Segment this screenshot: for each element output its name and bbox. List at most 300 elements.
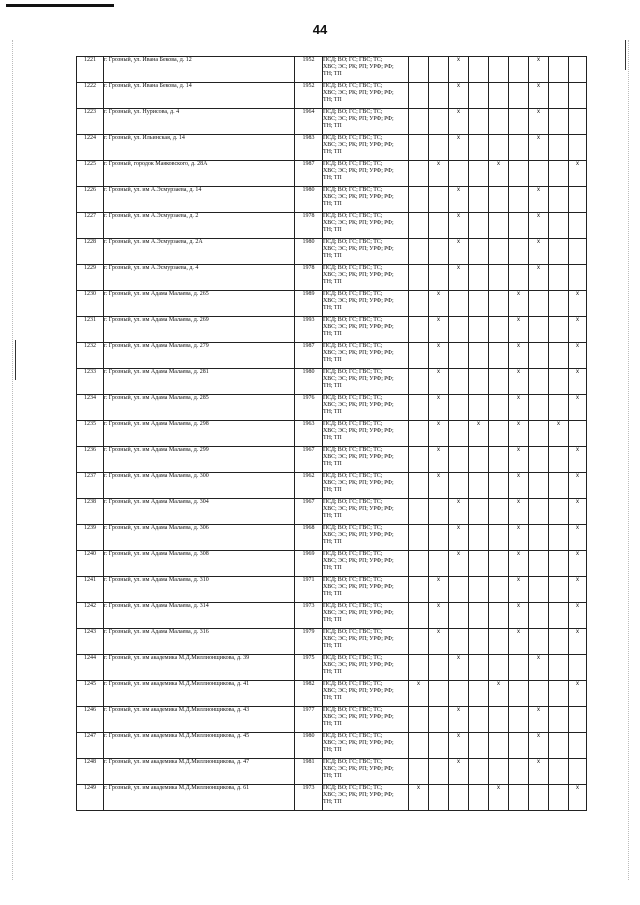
row-address: г. Грозный, ул. им академика М.Д.Миллионщикова, д. 41 xyxy=(104,681,295,707)
mark-cell xyxy=(469,681,489,707)
element-line: ПСД; ВО; ГС; ГВС; ТС; xyxy=(323,681,383,687)
row-year: 1952 xyxy=(295,83,323,109)
element-line: ТН; ТП xyxy=(323,487,342,493)
mark-cell xyxy=(489,473,509,499)
mark-cell xyxy=(469,733,489,759)
element-line: ТН; ТП xyxy=(323,669,342,675)
element-line: ПСД; ВО; ГС; ГВС; ТС; xyxy=(323,109,383,115)
element-line: ТН; ТП xyxy=(323,201,342,207)
row-address: г. Грозный, ул. им академика М.Д.Миллионщикова, д. 61 xyxy=(104,785,295,811)
row-year: 1978 xyxy=(295,265,323,291)
mark-cell xyxy=(489,83,509,109)
mark-cell xyxy=(549,57,569,83)
row-year: 1979 xyxy=(295,629,323,655)
mark-cell xyxy=(529,603,549,629)
row-number: 1229 xyxy=(77,265,104,291)
mark-cell xyxy=(409,421,429,447)
mark-cell xyxy=(489,395,509,421)
row-elements xyxy=(323,629,409,655)
element-line: ТН; ТП xyxy=(323,539,342,545)
element-line: ПСД; ВО; ГС; ГВС; ТС; xyxy=(323,161,383,167)
mark-cell xyxy=(489,343,509,369)
mark-cell xyxy=(569,135,587,161)
mark-cell xyxy=(529,681,549,707)
mark-cell xyxy=(429,525,449,551)
mark-cell: x xyxy=(509,447,529,473)
row-elements xyxy=(323,603,409,629)
row-number: 1227 xyxy=(77,213,104,239)
mark-cell xyxy=(529,473,549,499)
element-line: ПСД; ВО; ГС; ГВС; ТС; xyxy=(323,317,383,323)
row-year: 1952 xyxy=(295,57,323,83)
mark-cell: x xyxy=(449,499,469,525)
element-line: ХВС; ЭС; РК; РП; УРФ; РФ; xyxy=(323,220,394,226)
mark-cell: x xyxy=(489,161,509,187)
mark-cell xyxy=(489,109,509,135)
row-elements xyxy=(323,499,409,525)
row-address: г. Грозный, ул. им Адама Малаева, д. 285 xyxy=(104,395,295,421)
mark-cell xyxy=(469,135,489,161)
table-row xyxy=(77,265,587,291)
element-line: ХВС; ЭС; РК; РП; УРФ; РФ; xyxy=(323,324,394,330)
mark-cell xyxy=(409,57,429,83)
mark-cell: x xyxy=(449,135,469,161)
mark-cell xyxy=(409,161,429,187)
table-row xyxy=(77,317,587,343)
mark-cell xyxy=(409,369,429,395)
row-year: 1981 xyxy=(295,759,323,785)
element-line: ТН; ТП xyxy=(323,747,342,753)
mark-cell xyxy=(449,291,469,317)
row-number: 1234 xyxy=(77,395,104,421)
row-year: 1967 xyxy=(295,499,323,525)
table-row xyxy=(77,759,587,785)
element-line: ТН; ТП xyxy=(323,721,342,727)
mark-cell xyxy=(409,291,429,317)
mark-cell xyxy=(509,83,529,109)
mark-cell xyxy=(569,239,587,265)
mark-cell: x xyxy=(529,187,549,213)
table-row xyxy=(77,57,587,83)
scan-mark xyxy=(625,40,626,70)
mark-cell xyxy=(469,759,489,785)
mark-cell xyxy=(529,395,549,421)
table-row xyxy=(77,577,587,603)
row-number: 1238 xyxy=(77,499,104,525)
mark-cell: x xyxy=(529,655,549,681)
element-line: ХВС; ЭС; РК; РП; УРФ; РФ; xyxy=(323,168,394,174)
row-year: 1980 xyxy=(295,187,323,213)
mark-cell xyxy=(449,681,469,707)
header-rule xyxy=(6,4,114,7)
mark-cell xyxy=(509,57,529,83)
row-elements xyxy=(323,655,409,681)
row-elements xyxy=(323,525,409,551)
mark-cell xyxy=(549,369,569,395)
mark-cell xyxy=(409,213,429,239)
element-line: ХВС; ЭС; РК; РП; УРФ; РФ; xyxy=(323,532,394,538)
mark-cell: x xyxy=(529,707,549,733)
row-address: г. Грозный, ул. им Адама Малаева, д. 304 xyxy=(104,499,295,525)
mark-cell xyxy=(549,109,569,135)
mark-cell xyxy=(469,291,489,317)
mark-cell: x xyxy=(449,551,469,577)
mark-cell: x xyxy=(429,291,449,317)
mark-cell: x xyxy=(529,265,549,291)
housing-register-table xyxy=(76,56,587,811)
mark-cell xyxy=(529,525,549,551)
mark-cell: x xyxy=(549,421,569,447)
row-year: 1987 xyxy=(295,161,323,187)
mark-cell xyxy=(429,135,449,161)
row-address: г. Грозный, ул. им Адама Малаева, д. 265 xyxy=(104,291,295,317)
mark-cell: x xyxy=(449,109,469,135)
table-row xyxy=(77,681,587,707)
element-line: ТН; ТП xyxy=(323,461,342,467)
element-line: ХВС; ЭС; РК; РП; УРФ; РФ; xyxy=(323,350,394,356)
element-line: ХВС; ЭС; РК; РП; УРФ; РФ; xyxy=(323,584,394,590)
mark-cell: x xyxy=(569,577,587,603)
row-address: г. Грозный, ул. им академика М.Д.Миллионщикова, д. 43 xyxy=(104,707,295,733)
row-year: 1969 xyxy=(295,551,323,577)
mark-cell xyxy=(489,577,509,603)
mark-cell xyxy=(549,187,569,213)
row-year: 1968 xyxy=(295,525,323,551)
element-line: ХВС; ЭС; РК; РП; УРФ; РФ; xyxy=(323,376,394,382)
element-line: ТН; ТП xyxy=(323,149,342,155)
mark-cell xyxy=(429,213,449,239)
row-number: 1247 xyxy=(77,733,104,759)
mark-cell xyxy=(509,265,529,291)
mark-cell xyxy=(569,213,587,239)
mark-cell xyxy=(469,447,489,473)
scan-edge-right xyxy=(628,40,630,880)
table-row xyxy=(77,187,587,213)
mark-cell xyxy=(429,57,449,83)
row-elements xyxy=(323,577,409,603)
mark-cell xyxy=(409,603,429,629)
row-elements xyxy=(323,369,409,395)
mark-cell xyxy=(549,343,569,369)
mark-cell xyxy=(489,291,509,317)
mark-cell xyxy=(549,525,569,551)
mark-cell xyxy=(449,629,469,655)
mark-cell xyxy=(449,317,469,343)
table-row xyxy=(77,499,587,525)
mark-cell xyxy=(409,343,429,369)
row-elements xyxy=(323,239,409,265)
table-row xyxy=(77,161,587,187)
row-elements xyxy=(323,135,409,161)
mark-cell xyxy=(409,265,429,291)
element-line: ПСД; ВО; ГС; ГВС; ТС; xyxy=(323,785,383,791)
mark-cell: x xyxy=(569,395,587,421)
element-line: ТН; ТП xyxy=(323,97,342,103)
element-line: ПСД; ВО; ГС; ГВС; ТС; xyxy=(323,525,383,531)
mark-cell xyxy=(469,239,489,265)
mark-cell xyxy=(429,499,449,525)
mark-cell xyxy=(549,473,569,499)
mark-cell xyxy=(429,551,449,577)
row-year: 1980 xyxy=(295,733,323,759)
table-row xyxy=(77,473,587,499)
mark-cell xyxy=(489,551,509,577)
row-address: г. Грозный, ул. им академика М.Д.Миллионщикова, д. 39 xyxy=(104,655,295,681)
row-year: 1978 xyxy=(295,213,323,239)
element-line: ХВС; ЭС; РК; РП; УРФ; РФ; xyxy=(323,480,394,486)
mark-cell xyxy=(429,83,449,109)
element-line: ПСД; ВО; ГС; ГВС; ТС; xyxy=(323,421,383,427)
mark-cell: x xyxy=(569,603,587,629)
mark-cell: x xyxy=(429,369,449,395)
table-row xyxy=(77,421,587,447)
row-number: 1236 xyxy=(77,447,104,473)
element-line: ТН; ТП xyxy=(323,279,342,285)
row-year: 1977 xyxy=(295,707,323,733)
mark-cell xyxy=(489,187,509,213)
mark-cell xyxy=(489,629,509,655)
element-line: ТН; ТП xyxy=(323,305,342,311)
mark-cell xyxy=(549,551,569,577)
row-address: г. Грозный, ул. им Адама Малаева, д. 310 xyxy=(104,577,295,603)
row-elements xyxy=(323,447,409,473)
mark-cell: x xyxy=(429,629,449,655)
mark-cell: x xyxy=(569,343,587,369)
mark-cell xyxy=(509,187,529,213)
mark-cell xyxy=(469,785,489,811)
row-number: 1221 xyxy=(77,57,104,83)
row-elements xyxy=(323,161,409,187)
element-line: ПСД; ВО; ГС; ГВС; ТС; xyxy=(323,629,383,635)
element-line: ПСД; ВО; ГС; ГВС; ТС; xyxy=(323,655,383,661)
row-elements xyxy=(323,733,409,759)
mark-cell: x xyxy=(429,395,449,421)
row-year: 1962 xyxy=(295,473,323,499)
row-address: г. Грозный, ул. им Адама Малаева, д. 314 xyxy=(104,603,295,629)
mark-cell: x xyxy=(429,577,449,603)
mark-cell xyxy=(509,759,529,785)
element-line: ПСД; ВО; ГС; ГВС; ТС; xyxy=(323,343,383,349)
row-address: г. Грозный, ул. Ивана Бекова, д. 12 xyxy=(104,57,295,83)
table-row xyxy=(77,603,587,629)
mark-cell: x xyxy=(449,265,469,291)
mark-cell xyxy=(529,291,549,317)
mark-cell xyxy=(409,239,429,265)
mark-cell xyxy=(569,707,587,733)
mark-cell xyxy=(509,109,529,135)
table-row xyxy=(77,395,587,421)
mark-cell xyxy=(469,369,489,395)
mark-cell xyxy=(489,57,509,83)
mark-cell: x xyxy=(449,759,469,785)
mark-cell xyxy=(429,265,449,291)
mark-cell xyxy=(509,707,529,733)
row-address: г. Грозный, ул. им А.Эсмурзаева, д. 14 xyxy=(104,187,295,213)
element-line: ПСД; ВО; ГС; ГВС; ТС; xyxy=(323,135,383,141)
mark-cell: x xyxy=(529,239,549,265)
mark-cell xyxy=(569,83,587,109)
mark-cell xyxy=(489,499,509,525)
element-line: ТН; ТП xyxy=(323,773,342,779)
row-elements xyxy=(323,681,409,707)
element-line: ХВС; ЭС; РК; РП; УРФ; РФ; xyxy=(323,662,394,668)
row-number: 1239 xyxy=(77,525,104,551)
row-number: 1240 xyxy=(77,551,104,577)
element-line: ТН; ТП xyxy=(323,253,342,259)
mark-cell xyxy=(409,447,429,473)
mark-cell: x xyxy=(449,83,469,109)
row-address: г. Грозный, ул. им Адама Малаева, д. 281 xyxy=(104,369,295,395)
row-address: г. Грозный, ул. им Адама Малаева, д. 308 xyxy=(104,551,295,577)
mark-cell xyxy=(409,733,429,759)
row-year: 1963 xyxy=(295,421,323,447)
table-row xyxy=(77,707,587,733)
row-elements xyxy=(323,551,409,577)
mark-cell: x xyxy=(449,57,469,83)
mark-cell xyxy=(509,135,529,161)
mark-cell xyxy=(429,187,449,213)
table-row xyxy=(77,785,587,811)
row-year: 1989 xyxy=(295,291,323,317)
row-number: 1241 xyxy=(77,577,104,603)
mark-cell xyxy=(549,759,569,785)
mark-cell xyxy=(529,343,549,369)
row-address: г. Грозный, ул. им академика М.Д.Миллионщикова, д. 47 xyxy=(104,759,295,785)
mark-cell xyxy=(569,109,587,135)
element-line: ХВС; ЭС; РК; РП; УРФ; РФ; xyxy=(323,558,394,564)
table-row xyxy=(77,369,587,395)
element-line: ХВС; ЭС; РК; РП; УРФ; РФ; xyxy=(323,506,394,512)
mark-cell xyxy=(469,395,489,421)
row-address: г. Грозный, ул. им Адама Малаева, д. 298 xyxy=(104,421,295,447)
row-address: г. Грозный, ул. им А.Эсмурзаева, д. 2 xyxy=(104,213,295,239)
element-line: ТН; ТП xyxy=(323,435,342,441)
row-year: 1983 xyxy=(295,135,323,161)
mark-cell xyxy=(489,733,509,759)
element-line: ХВС; ЭС; РК; РП; УРФ; РФ; xyxy=(323,636,394,642)
mark-cell xyxy=(549,213,569,239)
mark-cell: x xyxy=(429,343,449,369)
row-address: г. Грозный, ул. им Адама Малаева, д. 300 xyxy=(104,473,295,499)
element-line: ТН; ТП xyxy=(323,695,342,701)
element-line: ХВС; ЭС; РК; РП; УРФ; РФ; xyxy=(323,142,394,148)
table-row xyxy=(77,109,587,135)
mark-cell xyxy=(489,317,509,343)
mark-cell xyxy=(489,603,509,629)
mark-cell xyxy=(549,317,569,343)
mark-cell: x xyxy=(529,57,549,83)
mark-cell: x xyxy=(429,421,449,447)
row-year: 1982 xyxy=(295,681,323,707)
mark-cell: x xyxy=(509,343,529,369)
mark-cell: x xyxy=(429,447,449,473)
mark-cell xyxy=(409,577,429,603)
mark-cell xyxy=(409,135,429,161)
mark-cell xyxy=(549,83,569,109)
mark-cell: x xyxy=(569,447,587,473)
row-year: 1987 xyxy=(295,343,323,369)
table-row xyxy=(77,447,587,473)
element-line: ПСД; ВО; ГС; ГВС; ТС; xyxy=(323,577,383,583)
mark-cell xyxy=(569,733,587,759)
row-year: 1976 xyxy=(295,395,323,421)
mark-cell xyxy=(469,187,489,213)
mark-cell: x xyxy=(469,421,489,447)
mark-cell xyxy=(469,161,489,187)
mark-cell: x xyxy=(449,655,469,681)
row-elements xyxy=(323,343,409,369)
row-number: 1242 xyxy=(77,603,104,629)
mark-cell xyxy=(489,369,509,395)
row-elements xyxy=(323,213,409,239)
mark-cell xyxy=(469,57,489,83)
mark-cell xyxy=(549,603,569,629)
row-year: 1980 xyxy=(295,239,323,265)
mark-cell: x xyxy=(569,681,587,707)
row-year: 1971 xyxy=(295,577,323,603)
row-address: г. Грозный, ул. им Адама Малаева, д. 299 xyxy=(104,447,295,473)
element-line: ПСД; ВО; ГС; ГВС; ТС; xyxy=(323,603,383,609)
row-elements xyxy=(323,785,409,811)
table-row xyxy=(77,525,587,551)
element-line: ХВС; ЭС; РК; РП; УРФ; РФ; xyxy=(323,428,394,434)
row-elements xyxy=(323,421,409,447)
mark-cell xyxy=(569,655,587,681)
row-address: г. Грозный, ул. Ильинская, д. 14 xyxy=(104,135,295,161)
table-row xyxy=(77,629,587,655)
element-line: ХВС; ЭС; РК; РП; УРФ; РФ; xyxy=(323,246,394,252)
mark-cell xyxy=(509,655,529,681)
element-line: ТН; ТП xyxy=(323,409,342,415)
mark-cell xyxy=(529,447,549,473)
element-line: ПСД; ВО; ГС; ГВС; ТС; xyxy=(323,369,383,375)
mark-cell xyxy=(429,785,449,811)
mark-cell xyxy=(489,421,509,447)
row-elements xyxy=(323,187,409,213)
row-number: 1237 xyxy=(77,473,104,499)
mark-cell xyxy=(469,603,489,629)
row-elements xyxy=(323,395,409,421)
mark-cell xyxy=(549,707,569,733)
scan-mark xyxy=(15,340,16,380)
mark-cell xyxy=(469,629,489,655)
table-row xyxy=(77,135,587,161)
row-year: 1975 xyxy=(295,655,323,681)
mark-cell xyxy=(469,551,489,577)
element-line: ТН; ТП xyxy=(323,175,342,181)
mark-cell xyxy=(449,395,469,421)
mark-cell xyxy=(409,629,429,655)
mark-cell xyxy=(529,499,549,525)
mark-cell xyxy=(529,317,549,343)
row-elements xyxy=(323,57,409,83)
element-line: ПСД; ВО; ГС; ГВС; ТС; xyxy=(323,265,383,271)
mark-cell xyxy=(529,577,549,603)
element-line: ХВС; ЭС; РК; РП; УРФ; РФ; xyxy=(323,116,394,122)
mark-cell: x xyxy=(509,629,529,655)
element-line: ТН; ТП xyxy=(323,123,342,129)
mark-cell xyxy=(489,525,509,551)
mark-cell xyxy=(469,265,489,291)
mark-cell: x xyxy=(509,499,529,525)
mark-cell xyxy=(469,317,489,343)
row-number: 1231 xyxy=(77,317,104,343)
mark-cell xyxy=(429,109,449,135)
element-line: ПСД; ВО; ГС; ГВС; ТС; xyxy=(323,187,383,193)
mark-cell xyxy=(509,785,529,811)
mark-cell: x xyxy=(429,473,449,499)
mark-cell xyxy=(489,707,509,733)
